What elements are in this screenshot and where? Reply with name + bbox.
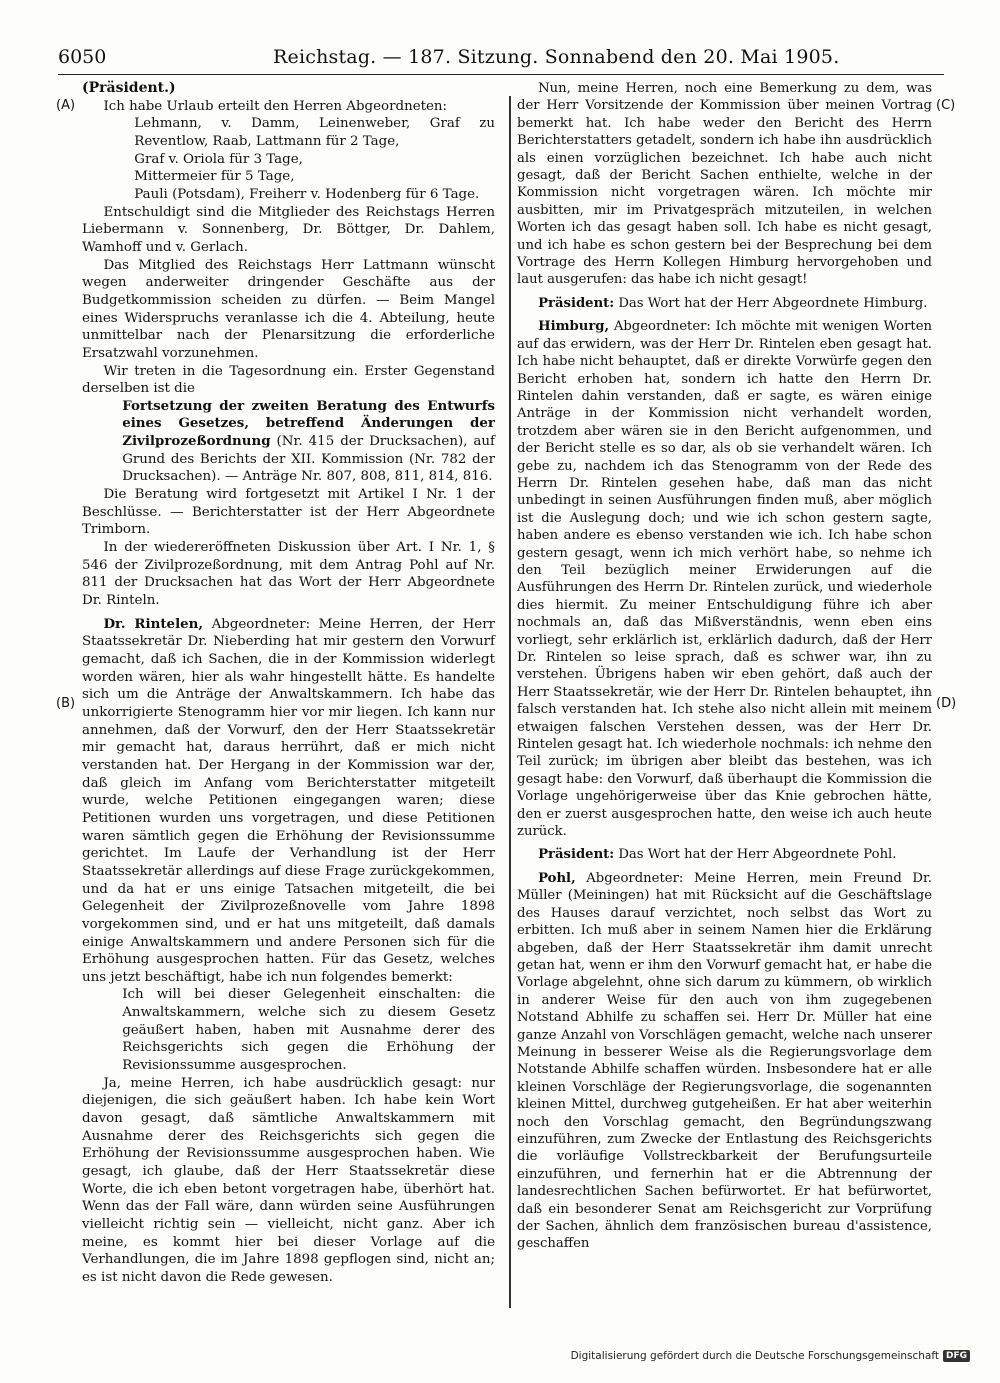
president-label: Präsident:	[538, 847, 615, 863]
speaker-name: Pohl,	[538, 870, 576, 886]
president-statement	[517, 295, 932, 312]
paragraph: Die Beratung wird fortgesetzt mit Artikel I Nr. 1 der Beschlüsse. — Berichterstatter ist der Herr Abgeordnete Trimborn.	[82, 487, 495, 538]
speech-text: Abgeordneter: Meine Herren, der Herr Staatssekretär Dr. Nieberding hat mir gestern den Vorwurf gemacht, daß ich Sachen, die in der Kommission widerlegt worden wären, hier als wahr hingestellt hätte. Es handelte sich um die Anträge der Anwaltskammern. Ich habe das unkorrigierte Stenogramm hier vor mir liegen. Ich kann nur annehmen, daß der Vorwurf, den der Herr Staatssekretär mir gemacht hat, daraus herrührt, daß er mich nicht verstanden hat. Der Hergang in der Kommission war der, daß gleich im Anfang vom Berichterstatter mitgeteilt wurde, welche Petitionen eingegangen waren; diese Petitionen wurden uns vorgetragen, und diese Petitionen waren sämtlich gegen die Erhöhung der Revisionssumme gerichtet. Im Laufe der Verhandlung ist der Herr Staatssekretär allerdings auf diese Frage zurückgekommen, und da hat er uns einige Tatsachen mitgeteilt, die bei Gelegenheit der Zivilprozeßnovelle vom Jahre 1898 vorgekommen sind, und er hat uns mitgeteilt, daß damals einige Anwaltskammern und andere Personen sich für die Erhöhung ausgesprochen hatten. Für das Gesetz, welches uns jetzt beschäftigt, habe ich nun folgendes bemerkt:	[82, 616, 496, 985]
statement-text: Das Wort hat der Herr Abgeordnete Pohl.	[614, 847, 897, 863]
paragraph: Pauli (Potsdam), Freiherr v. Hodenberg für 6 Tage.	[134, 186, 480, 202]
left-column	[82, 80, 495, 1287]
statement-text: Das Wort hat der Herr Abgeordnete Himburg.	[614, 295, 928, 311]
margin-marker-b: (B)	[56, 696, 76, 711]
agenda-title: Fortsetzung der zweiten Beratung des Entwurfs eines Gesetzes, betreffend Änderungen der Zivilprozeßordnung	[122, 397, 495, 450]
paragraph: Mittermeier für 5 Tage,	[134, 169, 295, 185]
margin-marker-a: (A)	[56, 98, 76, 113]
page-header	[58, 44, 944, 75]
margin-marker-c: (C)	[936, 98, 956, 113]
speech	[82, 616, 495, 987]
paragraph: Das Mitglied des Reichstags Herr Lattmann wünscht wegen anderweiter dringender Geschäfte aus der Budgetkommission scheiden zu dürfen. — Beim Mangel eines Widerspruchs veranlasse ich die 4. Abteilung, heute unmittelbar nach der Plenarsitzung die erforderliche Ersatzwahl vorzunehmen.	[82, 257, 495, 361]
footer	[571, 1350, 970, 1362]
agenda-item	[82, 398, 495, 486]
president-label: Präsident:	[538, 295, 615, 311]
column-divider	[509, 96, 511, 1308]
paragraph: Ja, meine Herren, ich habe ausdrücklich gesagt: nur diejenigen, die sich geäußert haben. Ich habe kein Wort davon gesagt, daß sämtliche Anwaltskammern mit Ausnahme derer des Reichsgerichts sich gegen die Erhöhung der Revisionssumme ausgesprochen haben. Wie gesagt, ich glaube, daß der Herr Staatssekretär diese Worte, die ich eben betont vorgetragen habe, überhört hat. Wenn das der Fall wäre, dann würden seine Ausführungen vielleicht richtig sein — vielleicht, nicht ganz. Aber ich meine, es kommt hier bei dieser Vorlage auf die Verhandlungen, die im Jahre 1898 gepflogen sind, nicht an; es ist nicht davon die Rede gewesen.	[82, 1075, 495, 1285]
speech-text: Abgeordneter: Meine Herren, mein Freund Dr. Müller (Meiningen) hat mit Rücksicht auf die Geschäftslage des Hauses darauf verzichtet, noch selbst das Wort zu erbitten. Ich muß aber in seinem Namen hier die Erklärung abgeben, daß der Herr Staatssekretär ihm damit unrecht getan hat, wenn er ihm den Vorwurf gemacht hat, er habe die Vorlage abgelehnt, ohne sich darum zu kümmern, ob wirklich in anderer Weise für den auch von ihm zugegebenen Notstand Abhilfe zu schaffen sei. Herr Dr. Müller hat eine ganze Anzahl von Vorschlägen gemacht, welche nach unserer Meinung in besserer Weise als die Regierungsvorlage dem Notstande Abhilfe schaffen würden. Insbesondere hat er alle kleinen Vorschläge der Regierungsvorlage, die sogenannten kleinen Mittel, durchweg gutgeheißen. Er hat aber weiterhin noch den Vorschlag gemacht, den Begründungszwang einzuführen, zum Zwecke der Entlastung des Reichsgerichts die vorläufige Vollstreckbarkeit der Berufungsurteile einzuführen, und fernerhin hat er die Abtrennung der landesrechtlichen Sachen befürwortet. Er hat befürwortet, daß ein besonderer Senat am Reichsgericht zur Vorprüfung der Sachen, ähnlich dem französischen bureau d'assistence, geschaffen	[517, 870, 932, 1252]
paragraph: Wir treten in die Tagesordnung ein. Erster Gegenstand derselben ist die	[82, 363, 495, 397]
agenda-details: (Nr. 415 der Drucksachen), auf Grund des Berichts der XII. Kommission (Nr. 782 der Drucksachen). — Anträge Nr. 807, 808, 811, 814, 816.	[122, 434, 495, 485]
margin-marker-d: (D)	[936, 696, 957, 711]
paragraph: In der wiedereröffneten Diskussion über Art. I Nr. 1, § 546 der Zivilprozeßordnung, mit dem Antrag Pohl auf Nr. 811 der Drucksachen hat das Wort der Herr Abgeordnete Dr. Rinteln.	[82, 540, 495, 609]
page-title: Reichstag. — 187. Sitzung. Sonnabend den 20. Mai 1905.	[273, 46, 840, 68]
paragraph: Entschuldigt sind die Mitglieder des Reichstags Herren Liebermann v. Sonnenberg, Dr. Böttger, Dr. Dahlem, Wamhoff und v. Gerlach.	[82, 204, 495, 255]
paragraph: Nun, meine Herren, noch eine Bemerkung zu dem, was der Herr Vorsitzende der Kommission über meinen Vortrag bemerkt hat. Ich habe weder den Bericht des Herrn Berichterstatters getadelt, sondern ich habe ihn ausdrücklich als einen vorzüglichen bezeichnet. Ich habe auch nicht gesagt, daß der Bericht Sachen enthielte, welche in der Kommission nicht vorgetragen wären. Ich möchte mir ausbitten, mir im Privatgespräch mitzuteilen, in welchen Worten ich das gesagt haben soll. Ich habe es nicht gesagt, und ich habe es schon gestern bei der Besprechung bei dem Vortrage des Herrn Kollegen Himburg hervorgehoben und laut ausgerufen: das habe ich nicht gesagt!	[517, 81, 932, 288]
speech-text: Abgeordneter: Ich möchte mit wenigen Worten auf das erwidern, was der Herr Dr. Rintelen eben gesagt hat. Ich habe nicht behauptet, daß er direkte Vorwürfe gegen den Bericht erhoben hat, sondern ich hatte den Herrn Dr. Rintelen dahin verstanden, daß er sagte, es wären einige Anträge in der Kommission nicht verhandelt worden, trotzdem aber wären sie in den Bericht aufgenommen, und der Bericht stelle es so dar, als ob sie verhandelt wären. Ich gebe zu, nachdem ich das Stenogramm von der Rede des Herrn Dr. Rintelen gesehen habe, daß man das nicht unbedingt in seinen Ausführungen finden muß, aber möglich ist die Auslegung doch; und wie ich schon gestern sagte, haben andere es ebenso verstanden wie ich. Ich habe schon gestern gesagt, wenn ich mich verhört habe, so nehme ich den Teil bezüglich meiner Erwiderungen auf die Ausführungen des Herrn Dr. Rintelen zurück, und wiederhole dies hiermit. Zu meiner Entschuldigung führe ich aber nochmals an, daß das Mißverständnis, wenn eben eins vorliegt, sehr erklärlich ist, erklärlich dadurch, daß der Herr Dr. Rintelen so leise sprach, daß es schwer war, ihn zu verstehen. Übrigens haben wir eben gehört, daß auch der Herr Staatssekretär, wie der Herr Dr. Rintelen behauptet, ihn falsch verstanden hat. Ich stehe also nicht allein mit meinem etwaigen falschen Verstehen dessen, was der Herr Dr. Rintelen gesagt hat. Ich wiederhole nochmals: ich nehme den Teil zurück; im übrigen aber bleibt das bestehen, was ich gesagt habe: den Vorwurf, daß überhaupt die Kommission die Vorlage ungehörigerweise über das Knie gebrochen hätte, den er zuerst ausgesprochen hatte, den weise ich auch heute zurück.	[517, 319, 932, 840]
president-statement	[517, 846, 932, 863]
right-column	[517, 80, 932, 1253]
president-label: (Präsident.)	[82, 80, 176, 96]
paragraph: Graf v. Oriola für 3 Tage,	[134, 151, 303, 167]
paragraph: Ich habe Urlaub erteilt den Herren Abgeordneten:	[103, 98, 448, 114]
footer-text: Digitalisierung gefördert durch die Deutsche Forschungsgemeinschaft	[570, 1350, 939, 1362]
speech	[517, 870, 932, 1253]
dfg-logo: DFG	[943, 1350, 970, 1362]
speaker-name: Himburg,	[538, 319, 610, 335]
speech	[517, 318, 932, 840]
speaker-name: Dr. Rintelen,	[103, 615, 204, 632]
quotation: Ich will bei dieser Gelegenheit einschalten: die Anwaltskammern, welche sich zu diesem Gesetz geäußert haben, haben mit Ausnahme derer des Reichsgerichts sich gegen die Erhöhung der Revisionssumme ausgesprochen.	[122, 987, 495, 1074]
paragraph: Lehmann, v. Damm, Leinenweber, Graf zu Reventlow, Raab, Lattmann für 2 Tage,	[134, 116, 495, 149]
page-number: 6050	[58, 46, 107, 68]
